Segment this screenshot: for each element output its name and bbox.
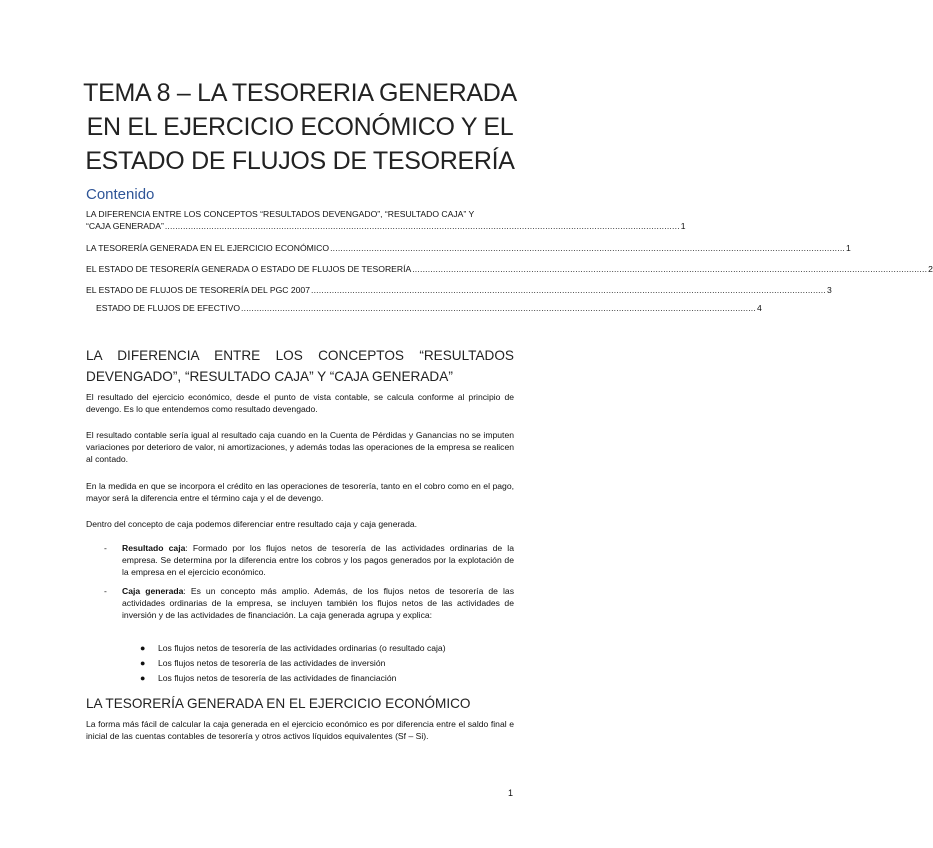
title-line: ESTADO DE FLUJOS DE TESORERÍA [85,147,515,175]
dash-marker: - [104,586,107,596]
term-description: : Formado por los flujos netos de tesorería de las actividades ordinarias de la empresa. Se determina por la diferencia entre los cobros y los pagos generados por la explotación de la empresa en el ejercicio económico. [122,543,514,578]
toc-leader-dots: ....................................................................................................................................................................................................... [330,243,846,253]
paragraph: La forma más fácil de calcular la caja generada en el ejercicio económico es por diferencia entre el saldo final e inicial de las cuentas contables de tesorería y otros activos líquidos equivalentes (Sf – Si). [86,719,514,742]
toc-entry[interactable] [86,264,933,274]
toc-entry-label: LA DIFERENCIA ENTRE LOS CONCEPTOS “RESULTADOS DEVENGADO”, “RESULTADO CAJA” Y [86,209,475,219]
bullet-icon: ● [140,673,146,683]
bullet-icon: ● [140,643,146,653]
paragraph: Dentro del concepto de caja podemos diferenciar entre resultado caja y caja generada. [86,519,418,529]
bullet-text: Los flujos netos de tesorería de las actividades de inversión [158,658,386,668]
term: Caja generada [122,586,184,596]
term-description: : Es un concepto más amplio. Además, de los flujos netos de tesorería de las actividades ordinarias de la empresa, se incluyen también los flujos netos de las actividades de inversión y de las actividades de financiación. La caja generada agrupa y explica: [122,586,514,621]
toc-page-number: 3 [826,285,832,295]
dash-marker: - [104,543,107,553]
dash-list-item [104,542,514,580]
bullet-text: Los flujos netos de tesorería de las actividades ordinarias (o resultado caja) [158,643,446,653]
toc-entry-label: ESTADO DE FLUJOS DE EFECTIVO [96,303,241,313]
toc-entry[interactable] [86,243,851,253]
page-number: 1 [508,788,514,798]
toc-page-number: 1 [846,243,851,253]
toc-page-number: 1 [680,221,686,231]
toc-leader-dots: ....................................................................................................................................................................................................... [164,221,680,231]
toc-page-number: 4 [756,303,762,313]
toc-leader-dots: ....................................................................................................................................................................................................... [311,285,826,295]
title-line: EN EL EJERCICIO ECONÓMICO Y EL [86,113,514,141]
title-line: TEMA 8 – LA TESORERIA GENERADA [83,79,517,107]
paragraph: El resultado del ejercicio económico, desde el punto de vista contable, se calcula conforme al principio de devengo. Es lo que entendemos como resultado devengado. [86,392,514,415]
toc-leader-dots: ....................................................................................................................................................................................................... [412,264,928,274]
document-title [60,76,540,178]
toc-heading: Contenido [86,186,155,203]
toc-entry[interactable] [86,208,686,232]
toc-entry[interactable] [96,303,762,313]
bullet-icon: ● [140,658,146,668]
paragraph: El resultado contable sería igual al resultado caja cuando en la Cuenta de Pérdidas y Ganancias no se imputen variaciones por deterioro de valor, ni amortizaciones, y además todas las operaciones de la empresa se realicen al contado. [86,430,514,465]
section-heading-line: DEVENGADO”, “RESULTADO CAJA” Y “CAJA GENERADA” [86,369,453,384]
paragraph: En la medida en que se incorpora el crédito en las operaciones de tesorería, tanto en el cobro como en el pago, mayor será la diferencia entre el término caja y el de devengo. [86,481,514,504]
term: Resultado caja [122,543,186,553]
section-heading-line: LA DIFERENCIA ENTRE LOS CONCEPTOS “RESULTADOS [86,348,514,363]
toc-page-number: 2 [928,264,933,274]
toc-entry[interactable] [86,285,832,295]
toc-entry-label: EL ESTADO DE FLUJOS DE TESORERÍA DEL PGC 2007 [86,285,310,295]
toc-entry-label: “CAJA GENERADA” [86,221,164,231]
bullet-text: Los flujos netos de tesorería de las actividades de financiación [158,673,397,683]
toc-entry-label: LA TESORERÍA GENERADA EN EL EJERCICIO ECONÓMICO [86,243,330,253]
toc-leader-dots: ....................................................................................................................................................................................................... [241,303,756,313]
section-heading: LA TESORERÍA GENERADA EN EL EJERCICIO ECONÓMICO [86,696,471,711]
dash-list-item [104,585,514,635]
toc-entry-label: EL ESTADO DE TESORERÍA GENERADA O ESTADO DE FLUJOS DE TESORERÍA [86,264,412,274]
